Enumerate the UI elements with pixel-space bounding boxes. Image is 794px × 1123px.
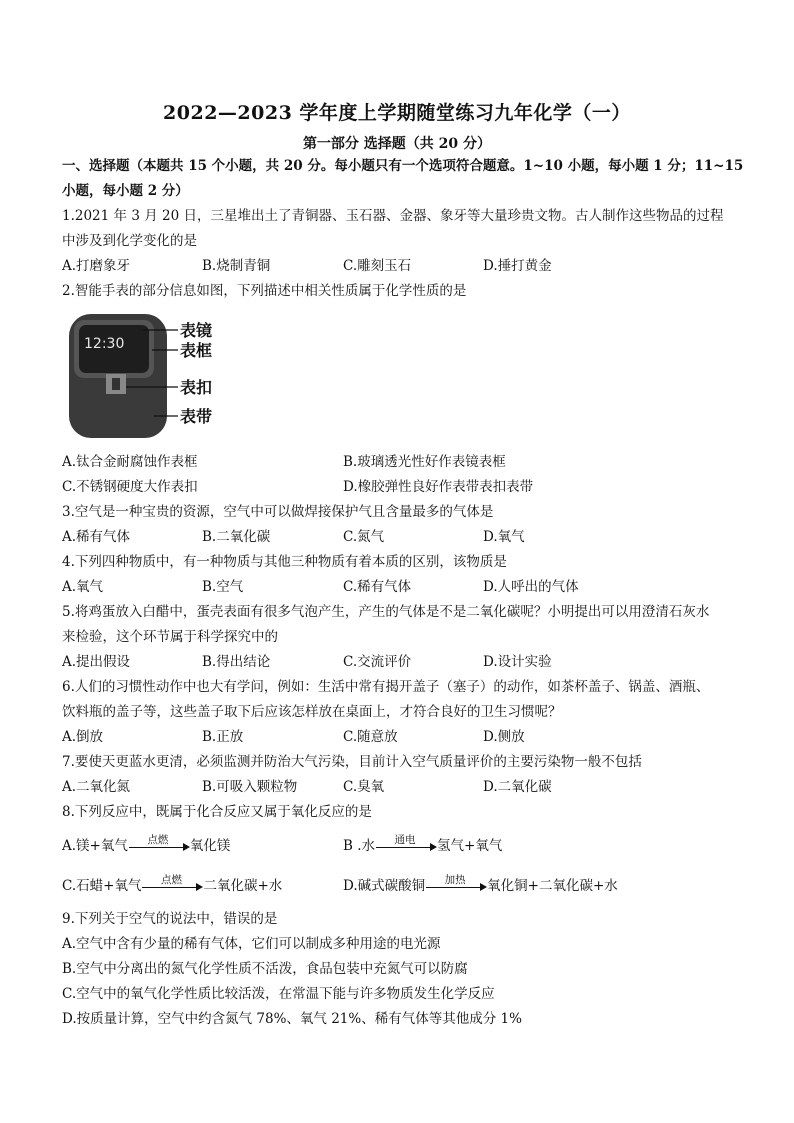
q9-option-b: B.空气中分离出的氮气化学性质不活泼，食品包装中充氮气可以防腐	[62, 961, 468, 977]
q1-option-a: A.打磨象牙	[62, 258, 131, 274]
q1-option-c: C.雕刻玉石	[343, 258, 412, 274]
q3-stem: 3.空气是一种宝贵的资源，空气中可以做焊接保护气且含量最多的气体是	[62, 504, 494, 520]
q8-option-d	[343, 874, 618, 902]
smartwatch-figure	[66, 312, 236, 442]
q9-option-c: C.空气中的氧气化学性质比较活泼，在常温下能与许多物质发生化学反应	[62, 986, 495, 1002]
q4-option-a: A.氧气	[62, 579, 104, 595]
q4-option-c: C.稀有气体	[343, 579, 412, 595]
q3-option-a: A.稀有气体	[62, 529, 131, 545]
q4-option-b: B.空气	[202, 579, 244, 595]
q3-option-d: D.氧气	[483, 529, 525, 545]
label-lens: 表镜	[180, 321, 213, 340]
section-instructions-line1: 一、选择题（本题共 15 个小题，共 20 分。每小题只有一个选项符合题意。1~10 小题，每小题 1 分；11~15	[62, 158, 744, 174]
condition: 点燃	[147, 834, 169, 846]
q1-option-b: B.烧制青铜	[202, 258, 271, 274]
q3-option-b: B.二氧化碳	[202, 529, 271, 545]
products: 二氧化碳+水	[203, 878, 283, 894]
q7-stem: 7.要使天更蓝水更清，必须监测并防治大气污染，目前计入空气质量评价的主要污染物一般不包括	[62, 754, 642, 770]
q6-stem-line2: 饮料瓶的盖子等，这些盖子取下后应该怎样放在桌面上，才符合良好的卫生习惯呢？	[62, 704, 562, 720]
reactants: D.碱式碳酸铜	[343, 878, 426, 894]
q6-option-d: D.侧放	[483, 729, 525, 745]
q2-option-a: A.钛合金耐腐蚀作表框	[62, 454, 198, 470]
q9-option-a: A.空气中含有少量的稀有气体，它们可以制成多种用途的电光源	[62, 936, 441, 952]
q4-stem: 4.下列四种物质中，有一种物质与其他三种物质有着本质的区别，该物质是	[62, 554, 507, 570]
reaction-arrow-icon	[376, 834, 436, 854]
q2-stem: 2.智能手表的部分信息如图，下列描述中相关性质属于化学性质的是	[62, 283, 467, 299]
condition: 加热	[444, 874, 466, 886]
section-instructions-line2: 小题，每小题 2 分）	[62, 183, 189, 199]
q8-option-a	[62, 834, 230, 862]
q5-stem-line2: 来检验，这个环节属于科学探究中的	[62, 629, 278, 645]
reactants: C.石蜡+氧气	[62, 878, 142, 894]
q7-option-a: A.二氧化氮	[62, 779, 131, 795]
q5-stem-line1: 5.将鸡蛋放入白醋中，蛋壳表面有很多气泡产生，产生的气体是不是二氧化碳呢？小明提出可以用澄清石灰水	[62, 604, 710, 620]
page-title: 2022—2023 学年度上学期随堂练习九年化学（一）	[163, 102, 631, 124]
reaction-arrow-icon	[142, 874, 202, 894]
q2-option-d: D.橡胶弹性良好作表带表扣表带	[343, 479, 534, 495]
reaction-arrow-icon	[129, 834, 189, 854]
part-heading: 第一部分 选择题（共 20 分）	[302, 136, 492, 152]
label-buckle: 表扣	[180, 378, 213, 397]
q8-stem: 8.下列反应中，既属于化合反应又属于氧化反应的是	[62, 804, 372, 820]
q1-stem-line1: 1.2021 年 3 月 20 日，三星堆出土了青铜器、玉石器、金器、象牙等大量珍贵文物。古人制作这些物品的过程	[62, 208, 724, 224]
q1-stem-line2: 中涉及到化学变化的是	[62, 233, 197, 249]
q7-option-c: C.臭氧	[343, 779, 385, 795]
q5-option-c: C.交流评价	[343, 654, 412, 670]
q2-option-c: C.不锈钢硬度大作表扣	[62, 479, 198, 495]
q7-option-d: D.二氧化碳	[483, 779, 552, 795]
label-frame: 表框	[180, 341, 213, 360]
q5-option-d: D.设计实验	[483, 654, 552, 670]
q8-option-c	[62, 874, 282, 902]
products: 氧化镁	[189, 838, 231, 854]
q8-option-b	[343, 834, 502, 862]
reaction-arrow-icon	[426, 874, 486, 894]
q6-stem-line1: 6.人们的习惯性动作中也大有学问，例如：生活中常有揭开盖子（塞子）的动作，如茶杯盖子、锅盖、酒瓶、	[62, 679, 710, 695]
label-strap: 表带	[180, 407, 213, 426]
reactants: A.镁+氧气	[62, 838, 128, 854]
q5-option-b: B.得出结论	[202, 654, 271, 670]
q9-option-d: D.按质量计算，空气中约含氮气 78%、氧气 21%、稀有气体等其他成分 1%	[62, 1011, 522, 1027]
condition: 点燃	[160, 874, 182, 886]
q4-option-d: D.人呼出的气体	[483, 579, 579, 595]
condition: 通电	[394, 834, 416, 846]
q6-option-b: B.正放	[202, 729, 244, 745]
q6-option-a: A.倒放	[62, 729, 104, 745]
q7-option-b: B.可吸入颗粒物	[202, 779, 298, 795]
watch-time-display: 12:30	[84, 336, 125, 352]
q2-option-b: B.玻璃透光性好作表镜表框	[343, 454, 506, 470]
q6-option-c: C.随意放	[343, 729, 398, 745]
q3-option-c: C.氮气	[343, 529, 385, 545]
products: 氧化铜+二氧化碳+水	[487, 878, 618, 894]
q1-option-d: D.捶打黄金	[483, 258, 552, 274]
q5-option-a: A.提出假设	[62, 654, 131, 670]
products: 氢气+氧气	[437, 838, 503, 854]
q9-stem: 9.下列关于空气的说法中，错误的是	[62, 911, 278, 927]
reactants: B .水	[343, 838, 376, 854]
